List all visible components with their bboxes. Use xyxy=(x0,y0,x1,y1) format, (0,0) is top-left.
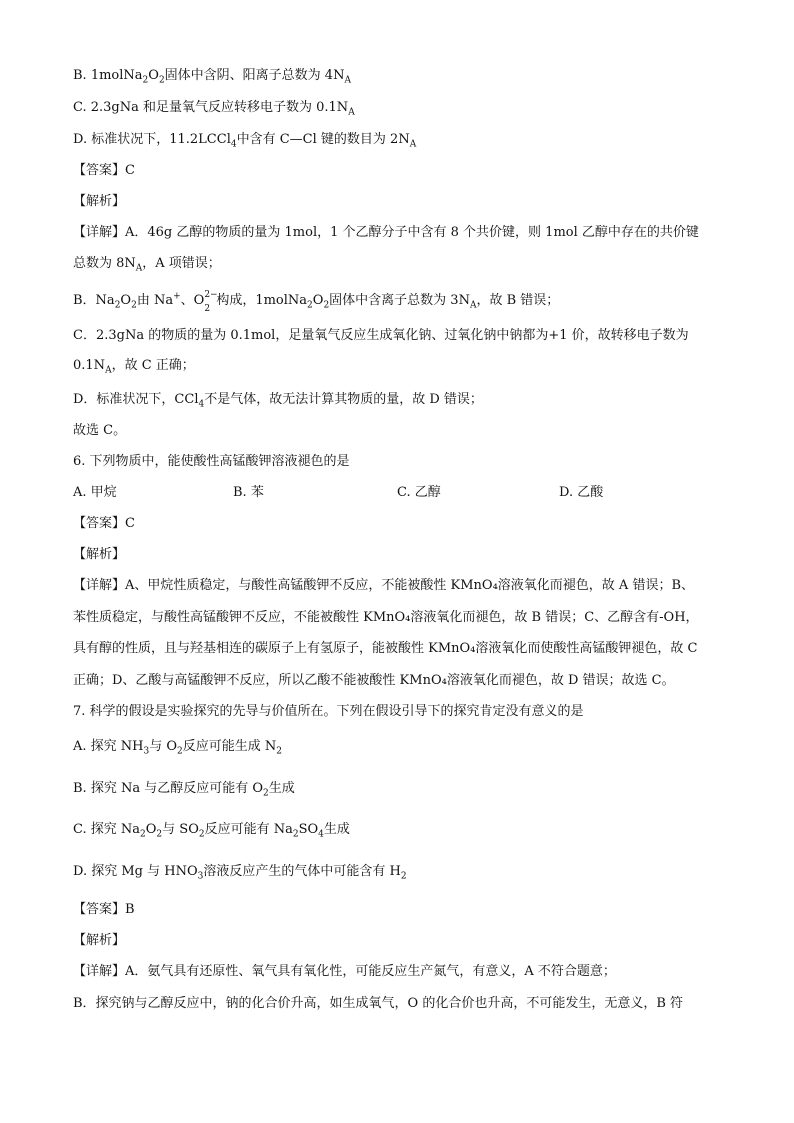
q6-detail-line4: 正确；D、乙酸与高锰酸钾不反应，所以乙酸不能被酸性 KMnO₄溶液氧化而褪色，故 D 错误；故选 C。 xyxy=(73,673,675,688)
q5-answer: 【答案】C xyxy=(73,163,135,178)
q6-stem: 6. 下列物质中，能使酸性高锰酸钾溶液褪色的是 xyxy=(73,454,350,469)
q7-option-c: C. 探究 $Na_2O_2$与 $SO_2$反应可能有 $Na_2SO_4$生成 xyxy=(73,822,350,840)
q5-option-b: B. $1molNa_2O_2$固体中含阴、阳离子总数为 $4N_A$ xyxy=(73,68,351,86)
q6-detail-line1: 【详解】A、甲烷性质稳定，与酸性高锰酸钾不反应，不能被酸性 KMnO₄溶液氧化而褪色，故 A 错误；B、 xyxy=(73,578,694,593)
q5-analysis-heading: 【解析】 xyxy=(73,194,126,209)
q6-detail-line2: 苯性质稳定，与酸性高锰酸钾不反应，不能被酸性 KMnO₄溶液氧化而褪色，故 B 错误；C、乙醇含有-OH， xyxy=(73,610,699,625)
q7-option-a: A. 探究 $NH_3$与 $O_2$反应可能生成 $N_2$ xyxy=(73,739,283,757)
q7-answer: 【答案】B xyxy=(73,902,135,917)
q7-option-b: B. 探究 Na 与乙醇反应可能有 $O_2$生成 xyxy=(73,781,295,799)
q7-analysis-heading: 【解析】 xyxy=(73,933,126,948)
q7-detail-line1: 【详解】A．氨气具有还原性、氧气具有氧化性，可能反应生产氮气，有意义，A 不符合题意； xyxy=(73,964,616,979)
q6-option-b: B. 苯 xyxy=(233,485,264,500)
q5-detail-c-line1: C．2.3gNa 的物质的量为 0.1mol，足量氧气反应生成氧化钠、过氧化钠中钠都为+1 价，故转移电子数为 xyxy=(73,328,689,343)
q5-detail-b: B．$Na_2O_2$由 Na+、O 2− 2 构成，$1molNa_2O_2$固体中含离子总数为 $3N_A$，故 B 错误； xyxy=(73,289,560,314)
q5-conclusion: 故选 C。 xyxy=(73,423,127,438)
q6-option-d: D. 乙酸 xyxy=(559,485,604,500)
q6-answer: 【答案】C xyxy=(73,516,135,531)
q5-detail-d: D．标准状况下，CCl$_4$不是气体，故无法计算其物质的量，故 D 错误； xyxy=(73,392,483,410)
q6-option-a: A. 甲烷 xyxy=(73,485,117,500)
q5-detail-c-line2: $0.1N_A$，故 C 正确； xyxy=(73,358,195,376)
q7-detail-line2: B．探究钠与乙醇反应中，钠的化合价升高，如生成氧气，O 的化合价也升高，不可能发生，无意义，B 符 xyxy=(73,996,684,1011)
q5-detail-a-line2: 总数为 $8N_A$，A 项错误； xyxy=(73,256,221,274)
q5-detail-a-line1: 【详解】A．46g 乙醇的物质的量为 1mol，1 个乙醇分子中含有 8 个共价键，则 1mol 乙醇中存在的共价键 xyxy=(73,225,699,240)
q7-stem: 7. 科学的假设是实验探究的先导与价值所在。下列在假设引导下的探究肯定没有意义的是 xyxy=(73,704,584,719)
q5-option-d: D. 标准状况下，11.2LCCl$_4$中含有 C—Cl 键的数目为 $2N_A$ xyxy=(73,132,417,150)
q6-analysis-heading: 【解析】 xyxy=(73,547,126,562)
q5-option-c: C. 2.3gNa 和足量氧气反应转移电子数为 $0.1N_A$ xyxy=(73,100,355,118)
q6-detail-line3: 具有醇的性质，且与羟基相连的碳原子上有氢原子，能被酸性 KMnO₄溶液氧化而使酸性高锰酸钾褪色，故 C xyxy=(73,641,698,656)
q7-option-d: D. 探究 Mg 与 $HNO_3$溶液反应产生的气体中可能含有 $H_2$ xyxy=(73,864,407,882)
q6-option-c: C. 乙醇 xyxy=(397,485,441,500)
